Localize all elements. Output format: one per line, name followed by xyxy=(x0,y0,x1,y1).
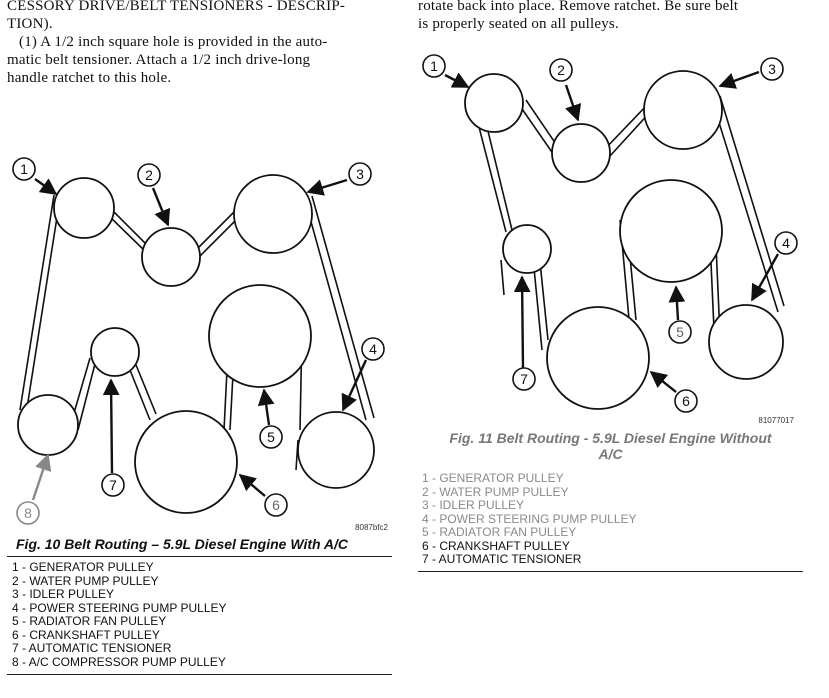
fig11-callout-6: 6 xyxy=(682,393,690,409)
fig11-arrow-3 xyxy=(720,72,759,86)
fig10-crankshaft-pulley xyxy=(135,411,237,513)
fig10-generator-pulley xyxy=(54,178,114,238)
fig10-ps-pump-pulley xyxy=(298,412,374,488)
step-line-1: (1) A 1/2 inch square hole is provided in the auto- xyxy=(19,34,328,50)
fig11-caption-line-1: Fig. 11 Belt Routing - 5.9L Diesel Engine Without xyxy=(449,430,772,446)
fig11-legend-item: 3 - IDLER PULLEY xyxy=(422,498,525,512)
fig11-legend-item: 5 - RADIATOR FAN PULLEY xyxy=(422,525,577,539)
fig11-crankshaft-pulley xyxy=(547,307,649,409)
fig11-legend xyxy=(422,472,637,567)
fig10-water-pump-pulley xyxy=(142,228,200,286)
fig11-legend-item: 1 - GENERATOR PULLEY xyxy=(422,471,564,485)
right-line-1: rotate back into place. Remove ratchet. Be sure belt xyxy=(418,0,739,14)
fig10-ac-compressor-pulley xyxy=(18,395,78,455)
fig10-idler-pulley xyxy=(234,175,312,253)
fig11-arrow-1 xyxy=(445,75,468,87)
fig11-legend-item: 7 - AUTOMATIC TENSIONER xyxy=(422,552,582,566)
fig10-arrow-1 xyxy=(35,179,56,194)
fig10-callout-7: 7 xyxy=(109,477,117,493)
fig11-arrow-6 xyxy=(651,372,676,392)
fig11-arrow-7 xyxy=(522,277,523,368)
fig10-legend-item: 5 - RADIATOR FAN PULLEY xyxy=(12,614,167,628)
fig10-callout-2: 2 xyxy=(145,167,153,183)
fig10-arrow-3 xyxy=(308,180,347,192)
fig10-arrow-5 xyxy=(264,390,269,425)
fig10-callout-5: 5 xyxy=(267,429,275,445)
fig11-water-pump-pulley xyxy=(552,124,610,182)
fig11-legend-item: 2 - WATER PUMP PULLEY xyxy=(422,484,569,499)
fig10-legend-item: 7 - AUTOMATIC TENSIONER xyxy=(12,641,172,655)
fig11-callout-1: 1 xyxy=(430,58,438,74)
fig10-legend-item: 3 - IDLER PULLEY xyxy=(12,587,115,601)
fig11-tensioner-pulley xyxy=(503,225,551,273)
fig10-arrow-2 xyxy=(153,188,168,225)
fig10-legend xyxy=(12,561,227,669)
fig11-idler-pulley xyxy=(644,71,722,149)
fig11-generator-pulley xyxy=(465,74,523,132)
right-line-2: is properly seated on all pulleys. xyxy=(418,16,619,32)
fig10-caption: Fig. 10 Belt Routing – 5.9L Diesel Engine With A/C xyxy=(16,536,349,552)
heading-line-2: TION). xyxy=(7,16,53,32)
fig10-callout-1: 1 xyxy=(20,161,28,177)
fig11-legend-item: 6 - CRANKSHAFT PULLEY xyxy=(422,538,570,553)
fig11-code: 81077017 xyxy=(758,416,794,425)
fig11-callout-5: 5 xyxy=(676,324,684,340)
fig10-arrow-4 xyxy=(343,360,366,410)
fig11-callout-3: 3 xyxy=(768,61,776,77)
heading-line-1: CESSORY DRIVE/BELT TENSIONERS - DESCRIP- xyxy=(7,0,346,14)
fig11-pulleys xyxy=(465,71,783,409)
fig11-radiator-fan-pulley xyxy=(620,180,722,282)
fig11-bottom-rule xyxy=(418,571,803,572)
fig11-arrow-4 xyxy=(752,254,778,300)
fig11-arrow-5 xyxy=(676,287,678,320)
fig10-callout-8: 8 xyxy=(24,505,32,521)
fig10-legend-item: 4 - POWER STEERING PUMP PULLEY xyxy=(12,600,227,615)
fig11-callout-4: 4 xyxy=(782,235,790,251)
fig10-caption-rule xyxy=(7,556,392,557)
fig11-caption-line-2: A/C xyxy=(598,446,623,462)
fig10-arrow-8 xyxy=(33,455,48,500)
fig10-callout-6: 6 xyxy=(272,497,280,513)
fig11-legend-item: 4 - POWER STEERING PUMP PULLEY xyxy=(422,511,637,526)
fig10-legend-item: 2 - WATER PUMP PULLEY xyxy=(12,573,159,588)
fig11-callout-2: 2 xyxy=(557,62,565,78)
fig10-arrow-7 xyxy=(111,380,112,473)
fig10-arrow-6 xyxy=(240,475,265,496)
fig10-legend-item: 8 - A/C COMPRESSOR PUMP PULLEY xyxy=(12,654,226,669)
fig10-bottom-rule xyxy=(7,674,392,675)
fig11-ps-pump-pulley xyxy=(709,305,783,379)
fig10-callout-4: 4 xyxy=(369,341,377,357)
fig11-callout-7: 7 xyxy=(520,371,528,387)
fig10-code: 8087bfc2 xyxy=(355,523,388,532)
fig11-arrow-2 xyxy=(566,85,578,120)
step-line-3: handle ratchet to this hole. xyxy=(7,70,172,86)
fig10-radiator-fan-pulley xyxy=(209,285,311,387)
fig10-callout-3: 3 xyxy=(356,166,364,182)
fig11-caption xyxy=(418,430,803,462)
step-line-2: matic belt tensioner. Attach a 1/2 inch drive-long xyxy=(7,52,311,68)
fig10-tensioner-pulley xyxy=(91,328,139,376)
fig10-legend-item: 6 - CRANKSHAFT PULLEY xyxy=(12,627,160,642)
fig10-legend-item: 1 - GENERATOR PULLEY xyxy=(12,560,154,574)
